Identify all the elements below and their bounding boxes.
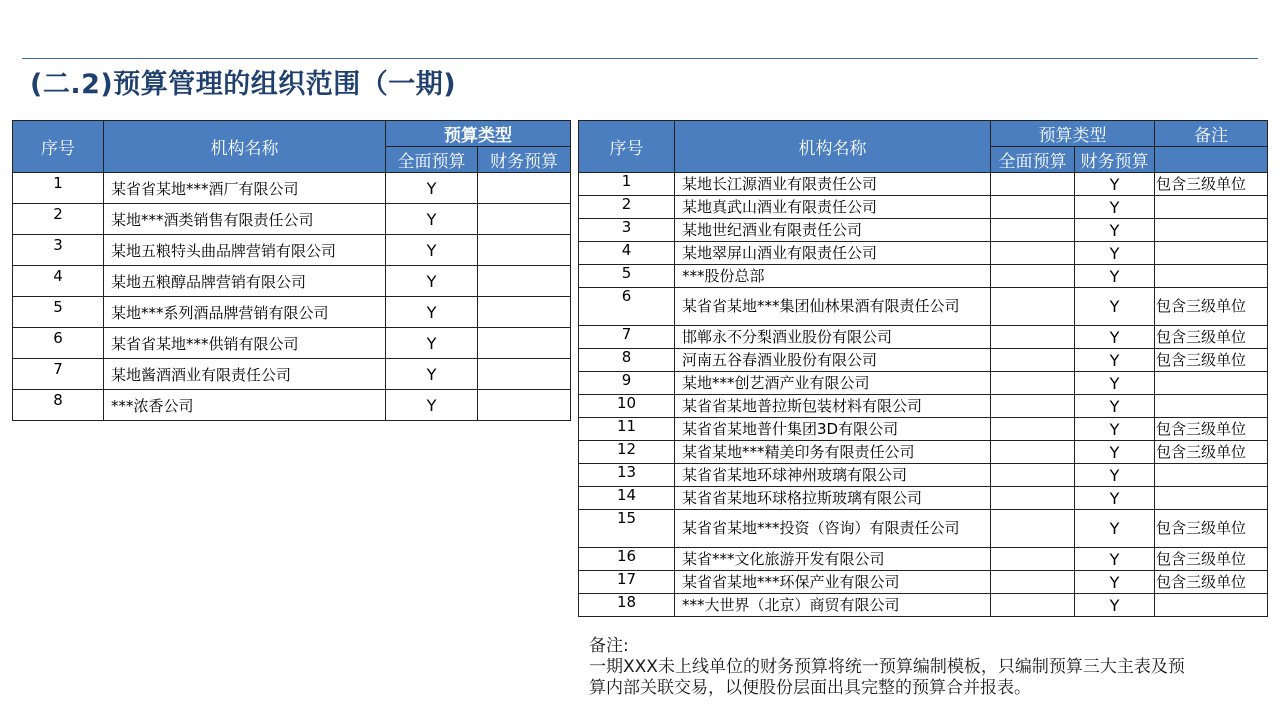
row-org-name: 某省省某地环球神州玻璃有限公司 xyxy=(675,464,991,487)
row-finance-budget: Y xyxy=(1075,242,1155,265)
row-org-name: 某省省某地***酒厂有限公司 xyxy=(104,173,386,204)
table-row xyxy=(579,219,1268,242)
row-full-budget xyxy=(991,265,1075,288)
row-remark: 包含三级单位 xyxy=(1155,288,1268,326)
row-seq: 4 xyxy=(13,266,104,297)
row-seq: 5 xyxy=(579,265,675,288)
row-finance-budget xyxy=(478,359,571,390)
row-org-name: ***大世界（北京）商贸有限公司 xyxy=(675,594,991,617)
table-row xyxy=(579,441,1268,464)
row-org-name: 某地长江源酒业有限责任公司 xyxy=(675,173,991,196)
table-row xyxy=(579,418,1268,441)
row-seq: 2 xyxy=(13,204,104,235)
row-seq: 3 xyxy=(13,235,104,266)
notes-block xyxy=(589,636,1259,699)
row-remark xyxy=(1155,265,1268,288)
notes-line-2: 算内部关联交易，以便股份层面出具完整的预算合并报表。 xyxy=(589,678,1031,698)
table-row xyxy=(579,349,1268,372)
table-row xyxy=(579,510,1268,548)
row-finance-budget: Y xyxy=(1075,441,1155,464)
row-org-name: 某地***系列酒品牌营销有限公司 xyxy=(104,297,386,328)
left-org-table xyxy=(12,120,571,421)
row-full-budget xyxy=(991,464,1075,487)
table-row xyxy=(579,571,1268,594)
row-org-name: 某地翠屏山酒业有限责任公司 xyxy=(675,242,991,265)
table-row xyxy=(13,266,571,297)
page-title: (二.2)预算管理的组织范围（一期) xyxy=(30,69,457,100)
col-header-full-budget: 全面预算 xyxy=(991,147,1075,173)
row-finance-budget xyxy=(478,173,571,204)
notes-line-1: 一期XXX未上线单位的财务预算将统一预算编制模板，只编制预算三大主表及预 xyxy=(589,657,1185,677)
notes-label: 备注: xyxy=(589,636,629,656)
row-finance-budget: Y xyxy=(1075,418,1155,441)
row-seq: 1 xyxy=(13,173,104,204)
row-full-budget xyxy=(991,487,1075,510)
row-finance-budget: Y xyxy=(1075,265,1155,288)
col-header-seq: 序号 xyxy=(13,121,104,173)
col-header-seq: 序号 xyxy=(579,121,675,173)
row-finance-budget: Y xyxy=(1075,487,1155,510)
row-remark xyxy=(1155,196,1268,219)
row-seq: 7 xyxy=(13,359,104,390)
row-org-name: 某地世纪酒业有限责任公司 xyxy=(675,219,991,242)
row-remark xyxy=(1155,372,1268,395)
row-full-budget: Y xyxy=(386,235,478,266)
row-full-budget xyxy=(991,418,1075,441)
row-full-budget xyxy=(991,326,1075,349)
row-finance-budget xyxy=(478,266,571,297)
row-org-name: 某地***酒类销售有限责任公司 xyxy=(104,204,386,235)
row-org-name: 某省***文化旅游开发有限公司 xyxy=(675,548,991,571)
row-org-name: 某地***创艺酒产业有限公司 xyxy=(675,372,991,395)
row-remark xyxy=(1155,487,1268,510)
table-row xyxy=(13,359,571,390)
row-full-budget xyxy=(991,173,1075,196)
row-full-budget: Y xyxy=(386,297,478,328)
col-header-name: 机构名称 xyxy=(675,121,991,173)
row-seq: 3 xyxy=(579,219,675,242)
table-row xyxy=(579,372,1268,395)
table-row xyxy=(13,328,571,359)
row-seq: 15 xyxy=(579,510,675,548)
row-seq: 1 xyxy=(579,173,675,196)
row-finance-budget: Y xyxy=(1075,510,1155,548)
table-row xyxy=(579,548,1268,571)
row-finance-budget: Y xyxy=(1075,594,1155,617)
row-full-budget xyxy=(991,196,1075,219)
row-full-budget xyxy=(991,242,1075,265)
row-org-name: 某地五粮特头曲品牌营销有限公司 xyxy=(104,235,386,266)
row-full-budget: Y xyxy=(386,204,478,235)
row-full-budget xyxy=(991,219,1075,242)
right-org-table xyxy=(578,120,1268,617)
row-seq: 6 xyxy=(579,288,675,326)
row-org-name: 某省某地***精美印务有限责任公司 xyxy=(675,441,991,464)
row-org-name: 某省省某地普什集团3D有限公司 xyxy=(675,418,991,441)
row-full-budget: Y xyxy=(386,359,478,390)
row-seq: 13 xyxy=(579,464,675,487)
row-finance-budget: Y xyxy=(1075,395,1155,418)
row-seq: 6 xyxy=(13,328,104,359)
row-org-name: 某省省某地***环保产业有限公司 xyxy=(675,571,991,594)
row-finance-budget xyxy=(478,328,571,359)
table-row xyxy=(13,235,571,266)
col-header-remark-blank xyxy=(1155,147,1268,173)
row-org-name: 河南五谷春酒业股份有限公司 xyxy=(675,349,991,372)
row-seq: 5 xyxy=(13,297,104,328)
table-row xyxy=(13,297,571,328)
row-full-budget xyxy=(991,395,1075,418)
row-remark xyxy=(1155,219,1268,242)
row-remark: 包含三级单位 xyxy=(1155,510,1268,548)
row-full-budget xyxy=(991,571,1075,594)
row-org-name: 某地酱酒酒业有限责任公司 xyxy=(104,359,386,390)
row-finance-budget xyxy=(478,297,571,328)
table-row xyxy=(579,288,1268,326)
row-seq: 17 xyxy=(579,571,675,594)
row-finance-budget xyxy=(478,235,571,266)
row-finance-budget: Y xyxy=(1075,173,1155,196)
row-seq: 18 xyxy=(579,594,675,617)
row-remark: 包含三级单位 xyxy=(1155,173,1268,196)
col-header-full-budget: 全面预算 xyxy=(386,147,478,173)
col-header-remark: 备注 xyxy=(1155,121,1268,147)
table-row xyxy=(13,204,571,235)
row-finance-budget: Y xyxy=(1075,219,1155,242)
row-org-name: ***浓香公司 xyxy=(104,390,386,421)
row-finance-budget: Y xyxy=(1075,548,1155,571)
row-seq: 7 xyxy=(579,326,675,349)
row-finance-budget: Y xyxy=(1075,288,1155,326)
table-row xyxy=(579,395,1268,418)
row-org-name: 某省省某地***供销有限公司 xyxy=(104,328,386,359)
row-full-budget xyxy=(991,510,1075,548)
table-row xyxy=(579,326,1268,349)
row-finance-budget: Y xyxy=(1075,349,1155,372)
table-row xyxy=(13,173,571,204)
row-remark: 包含三级单位 xyxy=(1155,441,1268,464)
row-remark xyxy=(1155,594,1268,617)
row-full-budget: Y xyxy=(386,390,478,421)
row-seq: 8 xyxy=(579,349,675,372)
row-org-name: 某省省某地***集团仙林果酒有限责任公司 xyxy=(675,288,991,326)
table-row xyxy=(579,242,1268,265)
table-row xyxy=(579,594,1268,617)
row-seq: 2 xyxy=(579,196,675,219)
row-remark xyxy=(1155,395,1268,418)
row-finance-budget xyxy=(478,390,571,421)
table-row xyxy=(579,487,1268,510)
row-finance-budget: Y xyxy=(1075,196,1155,219)
row-seq: 12 xyxy=(579,441,675,464)
table-row xyxy=(579,196,1268,219)
row-finance-budget: Y xyxy=(1075,464,1155,487)
col-header-name: 机构名称 xyxy=(104,121,386,173)
row-finance-budget: Y xyxy=(1075,571,1155,594)
row-org-name: 某省省某地***投资（咨询）有限责任公司 xyxy=(675,510,991,548)
row-seq: 8 xyxy=(13,390,104,421)
row-full-budget: Y xyxy=(386,173,478,204)
col-header-finance-budget: 财务预算 xyxy=(1075,147,1155,173)
row-org-name: ***股份总部 xyxy=(675,265,991,288)
row-finance-budget: Y xyxy=(1075,326,1155,349)
col-header-budget-type: 预算类型 xyxy=(386,121,571,147)
row-org-name: 某地真武山酒业有限责任公司 xyxy=(675,196,991,219)
table-row xyxy=(579,173,1268,196)
table-row xyxy=(579,265,1268,288)
row-org-name: 某地五粮醇品牌营销有限公司 xyxy=(104,266,386,297)
row-org-name: 邯郸永不分梨酒业股份有限公司 xyxy=(675,326,991,349)
row-seq: 9 xyxy=(579,372,675,395)
row-full-budget xyxy=(991,441,1075,464)
row-seq: 14 xyxy=(579,487,675,510)
row-full-budget xyxy=(991,594,1075,617)
row-seq: 16 xyxy=(579,548,675,571)
row-org-name: 某省省某地环球格拉斯玻璃有限公司 xyxy=(675,487,991,510)
row-finance-budget: Y xyxy=(1075,372,1155,395)
table-row xyxy=(13,390,571,421)
row-remark: 包含三级单位 xyxy=(1155,571,1268,594)
row-remark: 包含三级单位 xyxy=(1155,548,1268,571)
table-row xyxy=(579,464,1268,487)
row-full-budget xyxy=(991,349,1075,372)
row-full-budget xyxy=(991,548,1075,571)
col-header-finance-budget: 财务预算 xyxy=(478,147,571,173)
row-full-budget xyxy=(991,372,1075,395)
row-full-budget: Y xyxy=(386,266,478,297)
row-remark: 包含三级单位 xyxy=(1155,349,1268,372)
col-header-budget-type: 预算类型 xyxy=(991,121,1155,147)
row-full-budget: Y xyxy=(386,328,478,359)
row-seq: 11 xyxy=(579,418,675,441)
row-remark: 包含三级单位 xyxy=(1155,418,1268,441)
header-divider xyxy=(22,58,1258,59)
row-remark: 包含三级单位 xyxy=(1155,326,1268,349)
row-remark xyxy=(1155,464,1268,487)
row-full-budget xyxy=(991,288,1075,326)
row-remark xyxy=(1155,242,1268,265)
row-finance-budget xyxy=(478,204,571,235)
row-org-name: 某省省某地普拉斯包装材料有限公司 xyxy=(675,395,991,418)
row-seq: 10 xyxy=(579,395,675,418)
row-seq: 4 xyxy=(579,242,675,265)
